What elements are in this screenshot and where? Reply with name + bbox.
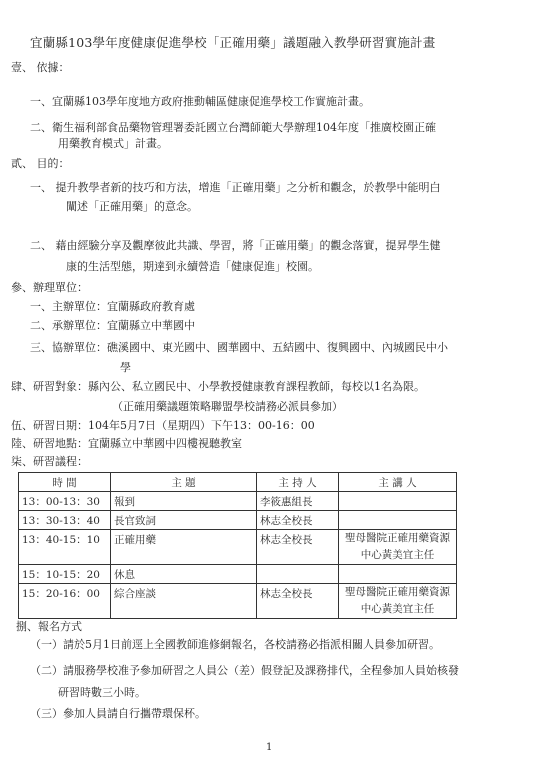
registration-item-3: （三）參加人員請自行攜帶環保杯。 [30, 707, 206, 720]
header-topic: 主 題 [111, 473, 257, 492]
registration-item-1: （一）請於5月1日前逕上全國教師進修網報名，各校請務必指派相關人員參加研習。 [30, 638, 440, 651]
section-organizers-heading: 參、辦理單位： [11, 281, 88, 294]
agenda-header-row [19, 473, 457, 492]
row-time: 15：10-15：20 [19, 565, 111, 584]
basis-item-2-cont: 用藥教育模式」計畫。 [58, 137, 168, 150]
section-date: 伍、研習日期：104年5月7日（星期四）下午13：00-16：00 [11, 419, 315, 432]
purpose-item-2: 二、 藉由經驗分享及觀摩彼此共識、學習，將「正確用藥」的觀念落實，提昇學生健 [30, 239, 441, 252]
row-host [257, 565, 339, 584]
table-row [19, 584, 457, 619]
basis-item-2: 二、衛生福利部食品藥物管理署委託國立台灣師範大學辦理104年度「推廣校園正確 [30, 121, 436, 134]
table-row [19, 530, 457, 565]
row-time: 13：00-13：30 [19, 492, 111, 511]
row-speaker: 聖母醫院正確用藥資源中心黃美宜主任 [339, 584, 457, 619]
row-host: 林志全校長 [257, 511, 339, 530]
organizer-undertaker: 二、承辦單位：宜蘭縣立中華國中 [30, 319, 195, 332]
section-registration-heading: 捌、報名方式 [16, 620, 82, 633]
section-purpose-heading: 貳、 目的： [11, 157, 70, 170]
header-time: 時 間 [19, 473, 111, 492]
purpose-item-1-cont: 闡述「正確用藥」的意念。 [66, 200, 198, 213]
row-time: 15：20-16：00 [19, 584, 111, 619]
page-number: 1 [266, 742, 273, 753]
section-audience: 肆、研習對象：縣內公、私立國民中、小學教授健康教育課程教師，每校以1名為限。 [11, 380, 425, 393]
organizer-host: 一、主辦單位：宜蘭縣政府教育處 [30, 300, 195, 313]
row-host: 林志全校長 [257, 584, 339, 619]
row-time: 13：40-15：10 [19, 530, 111, 565]
row-topic: 長官致詞 [111, 511, 257, 530]
audience-note: （正確用藥議題策略聯盟學校請務必派員參加） [112, 400, 343, 413]
section-venue: 陸、研習地點：宜蘭縣立中華國中四樓視聽教室 [11, 437, 242, 450]
table-row [19, 511, 457, 530]
registration-item-2: （二）請服務學校准予參加研習之人員公（差）假登記及課務排代，全程參加人員始核發 [30, 664, 459, 677]
row-topic: 報到 [111, 492, 257, 511]
row-speaker: 聖母醫院正確用藥資源中心黃美宜主任 [339, 530, 457, 565]
agenda-table [18, 472, 457, 619]
document-title: 宜蘭縣103學年度健康促進學校「正確用藥」議題融入教學研習實施計畫 [30, 35, 436, 50]
row-time: 13：30-13：40 [19, 511, 111, 530]
basis-item-1: 一、宜蘭縣103學年度地方政府推動輔區健康促進學校工作實施計畫。 [30, 95, 370, 108]
header-host: 主 持 人 [257, 473, 339, 492]
section-basis-heading: 壹、 依據： [11, 61, 70, 74]
table-row [19, 492, 457, 511]
registration-item-2-cont: 研習時數三小時。 [58, 686, 146, 699]
row-speaker [339, 511, 457, 530]
row-speaker [339, 492, 457, 511]
row-host: 林志全校長 [257, 530, 339, 565]
purpose-item-1: 一、 提升教學者新的技巧和方法，增進「正確用藥」之分析和觀念，於教學中能明白 [30, 181, 441, 194]
row-topic: 休息 [111, 565, 257, 584]
organizer-co-organizers-cont: 學 [120, 361, 131, 374]
row-topic: 正確用藥 [111, 530, 257, 565]
row-speaker [339, 565, 457, 584]
header-speaker: 主 講 人 [339, 473, 457, 492]
row-topic: 綜合座談 [111, 584, 257, 619]
table-row [19, 565, 457, 584]
organizer-co-organizers: 三、協辦單位：礁溪國中、東光國中、國華國中、五結國中、復興國中、內城國民中小 [30, 341, 448, 354]
purpose-item-2-cont: 康的生活型態，期達到永續營造「健康促進」校園。 [66, 260, 319, 273]
section-agenda-heading: 柒、研習議程： [11, 455, 88, 468]
row-host: 李筱惠組長 [257, 492, 339, 511]
